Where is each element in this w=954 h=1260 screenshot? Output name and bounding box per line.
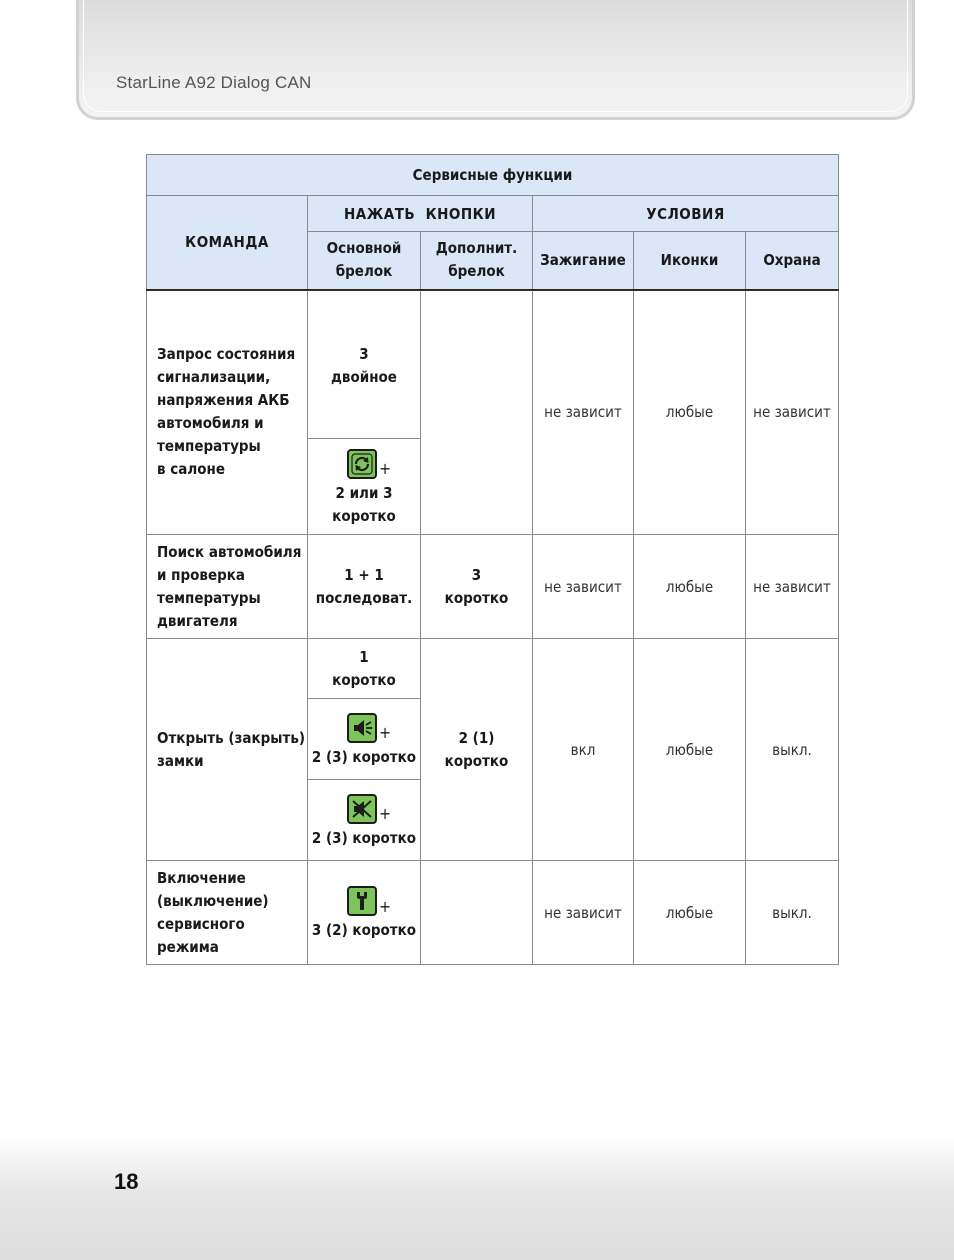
header-tab (76, 0, 915, 120)
main-fob-press (308, 290, 421, 439)
command-line: двигателя (157, 611, 238, 630)
command-line: в салоне (157, 460, 225, 479)
command-line: Запрос состояния (157, 345, 296, 364)
column-header-command: КОМАНДА (147, 196, 308, 290)
table-row-command (147, 861, 308, 965)
main-fob-press (308, 535, 421, 639)
icon-combo (308, 710, 420, 746)
press-type: коротко (332, 670, 396, 689)
subheader-main-fob-line2: брелок (335, 262, 393, 281)
subheader-additional-fob (421, 232, 533, 290)
additional-fob-press (421, 639, 533, 861)
press-type: двойное (331, 367, 397, 386)
icons-condition: любые (634, 535, 746, 639)
page-number: 18 (114, 1169, 139, 1194)
table-title: Сервисные функции (147, 155, 839, 196)
command-line: Включение (157, 868, 246, 887)
main-fob-press (308, 861, 421, 965)
subheader-guard: Охрана (746, 232, 839, 290)
plus-sign: + (378, 723, 392, 742)
ignition-condition: вкл (533, 639, 634, 861)
table-row-command (147, 290, 308, 535)
wrench-icon (347, 886, 377, 916)
plus-sign: + (378, 459, 392, 478)
command-line: температуры (157, 437, 261, 456)
main-fob-press-alt (308, 439, 421, 535)
icons-condition: любые (634, 861, 746, 965)
ignition-condition: не зависит (533, 535, 634, 639)
press-count: 1 (359, 647, 369, 666)
icon-combo (308, 791, 420, 827)
subheader-ignition: Зажигание (533, 232, 634, 290)
refresh-icon (347, 449, 377, 479)
subheader-additional-fob-line1: Дополнит. (435, 239, 518, 258)
press-count: 2 или 3 (335, 483, 393, 502)
subheader-main-fob (308, 232, 421, 290)
plus-sign: + (378, 896, 392, 916)
press-type: коротко (444, 751, 509, 770)
command-line: замки (157, 751, 204, 770)
document-title: StarLine A92 Dialog CAN (116, 73, 312, 92)
table-row-command (147, 639, 308, 861)
subheader-main-fob-line1: Основной (326, 239, 402, 258)
service-functions-table (146, 154, 839, 965)
subheader-additional-fob-line2: брелок (448, 262, 505, 281)
press-count: 3 (471, 565, 482, 584)
press-text: 2 (3) коротко (311, 747, 417, 766)
press-type: коротко (332, 506, 396, 525)
column-header-conditions: УСЛОВИЯ (533, 196, 839, 232)
additional-fob-press (421, 861, 533, 965)
icon-combo (308, 883, 420, 919)
column-header-press-buttons: НАЖАТЬ КНОПКИ (308, 196, 533, 232)
guard-condition: не зависит (746, 290, 839, 535)
command-line: Поиск автомобиля (157, 542, 302, 561)
command-line: Открыть (закрыть) (157, 728, 306, 747)
command-line: режима (157, 937, 219, 956)
main-fob-press-alt (308, 780, 421, 861)
press-text: 3 (2) коротко (311, 921, 417, 939)
header-tab-inner (83, 0, 908, 112)
subheader-icons: Иконки (634, 232, 746, 290)
plus-sign: + (378, 804, 392, 823)
main-fob-press-alt (308, 699, 421, 780)
press-count: 3 (359, 344, 369, 363)
guard-condition: выкл. (746, 639, 839, 861)
press-text: 2 (3) коротко (311, 828, 417, 847)
additional-fob-press (421, 535, 533, 639)
icons-condition: любые (634, 639, 746, 861)
ignition-condition: не зависит (533, 290, 634, 535)
press-count: 2 (1) (458, 728, 495, 747)
press-type: коротко (444, 588, 509, 607)
command-line: сигнализации, (157, 368, 271, 387)
icons-condition: любые (634, 290, 746, 535)
command-line: (выключение) (157, 891, 269, 910)
ignition-condition: не зависит (533, 861, 634, 965)
additional-fob-press (421, 290, 533, 535)
press-type: последоват. (315, 588, 413, 607)
command-line: автомобиля и (157, 414, 264, 433)
guard-condition: не зависит (746, 535, 839, 639)
icon-combo (308, 446, 420, 482)
press-count: 1 + 1 (344, 565, 384, 584)
mute-icon (347, 794, 377, 824)
footer-band (0, 1135, 954, 1260)
command-line: температуры (157, 588, 261, 607)
main-fob-press (308, 639, 421, 699)
command-line: напряжения АКБ (157, 391, 290, 410)
speaker-icon (347, 713, 377, 743)
command-line: и проверка (157, 565, 246, 584)
command-line: сервисного (157, 914, 245, 933)
guard-condition: выкл. (746, 861, 839, 965)
table-row-command (147, 535, 308, 639)
